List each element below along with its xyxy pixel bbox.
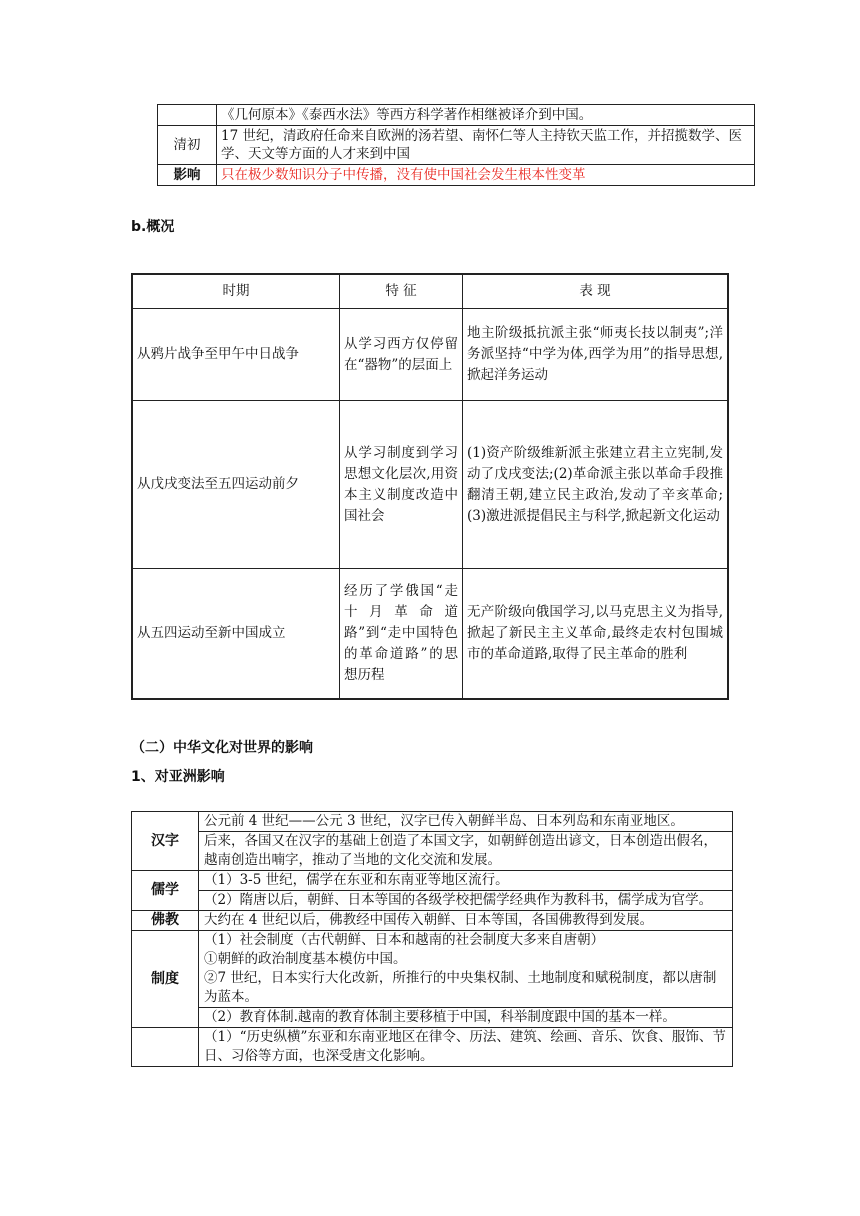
row-text: 大约在 4 世纪以后，佛教经中国传入朝鲜、日本等国，各国佛教得到发展。 [199, 911, 733, 931]
period-cell: 从戊戌变法至五四运动前夕 [132, 401, 340, 569]
text-line: （1）社会制度（古代朝鲜、日本和越南的社会制度大多来自唐朝） [204, 932, 605, 948]
section-2-subtitle: 1、对亚洲影响 [131, 769, 225, 785]
table-row [132, 569, 728, 699]
table-header-row [132, 274, 728, 309]
asia-influence-table [131, 811, 733, 1067]
row-text: 《几何原本》《泰西水法》等西方科学著作相继被译介到中国。 [217, 105, 755, 126]
period-cell: 从五四运动至新中国成立 [132, 569, 340, 699]
row-text: （2）教育体制.越南的教育体制主要移植于中国，科举制度跟中国的基本一样。 [199, 1008, 733, 1028]
column-header: 时期 [132, 274, 340, 309]
table-row [132, 911, 733, 931]
column-header: 特 征 [340, 274, 463, 309]
overview-table [131, 273, 729, 700]
row-label: 佛教 [132, 911, 199, 931]
row-text: 后来，各国又在汉字的基础上创造了本国文字，如朝鲜创造出谚文，日本创造出假名，越南创造出喃字，推动了当地的文化交流和发展。 [199, 832, 733, 871]
row-text: （1）3-5 世纪，儒学在东亚和东南亚等地区流行。 [199, 871, 733, 891]
period-cell: 从鸦片战争至甲午中日战争 [132, 309, 340, 401]
row-text: 公元前 4 世纪——公元 3 世纪，汉字已传入朝鲜半岛、日本列岛和东南亚地区。 [199, 812, 733, 832]
table-row [132, 812, 733, 832]
table-row [132, 832, 733, 871]
column-header: 表 现 [463, 274, 729, 309]
table-row [132, 309, 728, 401]
table-row [158, 126, 755, 165]
detail-cell: (1)资产阶级维新派主张建立君主立宪制,发动了戊戌变法;(2)革命派主张以革命手段推翻清王朝,建立民主政治,发动了辛亥革命;(3)激进派提倡民主与科学,掀起新文化运动 [463, 401, 729, 569]
detail-cell: 地主阶级抵抗派主张“师夷长技以制夷”;洋务派坚持“中学为体,西学为用”的指导思想,掀起洋务运动 [463, 309, 729, 401]
row-label: 清初 [158, 126, 217, 165]
table-row [158, 105, 755, 126]
table-row [132, 1008, 733, 1028]
row-text: （2）隋唐以后，朝鲜、日本等国的各级学校把儒学经典作为教科书，儒学成为官学。 [199, 891, 733, 911]
table-row [132, 931, 733, 1008]
row-text [199, 931, 733, 1008]
section-2-title: （二）中华文化对世界的影响 [131, 740, 313, 756]
row-text: （1）“历史纵横”东亚和东南亚地区在律令、历法、建筑、绘画、音乐、饮食、服饰、节日、习俗等方面，也深受唐文化影响。 [199, 1028, 733, 1067]
row-label: 汉字 [132, 812, 199, 871]
feature-cell: 经历了学俄国“走十月革命道路”到“走中国特色的革命道路”的思想历程 [340, 569, 463, 699]
detail-cell: 无产阶级向俄国学习,以马克思主义为指导,掀起了新民主主义革命,最终走农村包围城市的革命道路,取得了民主革命的胜利 [463, 569, 729, 699]
table-row [132, 401, 728, 569]
row-label [158, 105, 217, 126]
feature-cell: 从学习西方仅停留在“器物”的层面上 [340, 309, 463, 401]
table-row [132, 871, 733, 891]
western-science-table [157, 104, 755, 186]
table-row [158, 165, 755, 186]
table-row [132, 891, 733, 911]
table-row [132, 1028, 733, 1067]
text-line: ②7 世纪，日本实行大化改新，所推行的中央集权制、土地制度和赋税制度，都以唐制为蓝本。 [204, 970, 717, 1005]
row-text-highlight: 只在极少数知识分子中传播，没有使中国社会发生根本性变革 [217, 165, 755, 186]
row-label [132, 1028, 199, 1067]
row-label: 制度 [132, 931, 199, 1028]
section-b-heading: b.概况 [131, 219, 175, 235]
row-label: 影响 [158, 165, 217, 186]
text-line: ①朝鲜的政治制度基本模仿中国。 [204, 951, 407, 967]
row-label: 儒学 [132, 871, 199, 911]
feature-cell: 从学习制度到学习思想文化层次,用资本主义制度改造中国社会 [340, 401, 463, 569]
row-text: 17 世纪，清政府任命来自欧洲的汤若望、南怀仁等人主持钦天监工作，并招揽数学、医学、天文等方面的人才来到中国 [217, 126, 755, 165]
